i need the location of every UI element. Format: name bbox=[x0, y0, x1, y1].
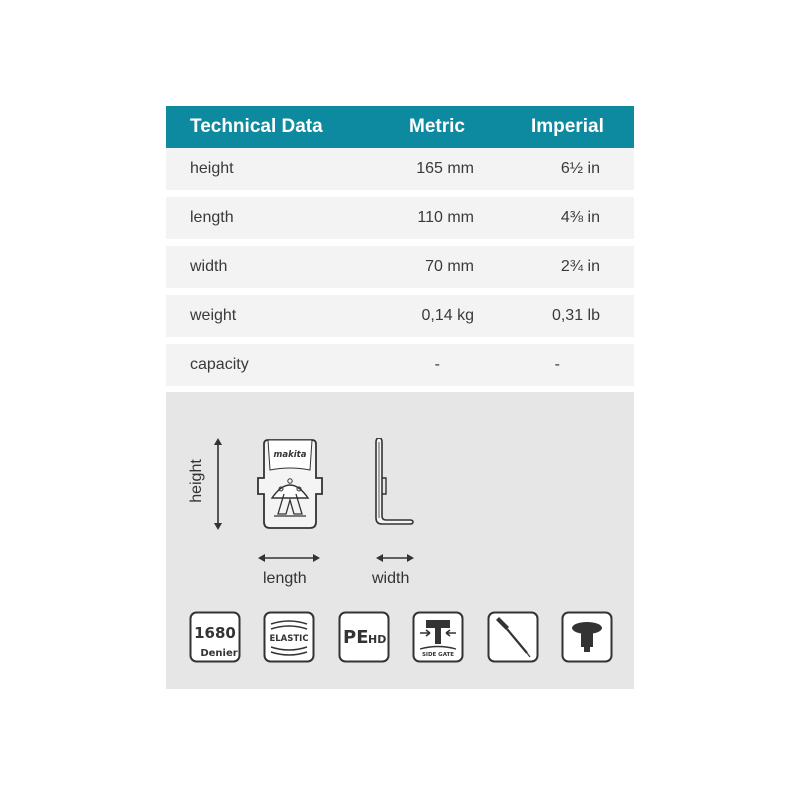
svg-text:HD: HD bbox=[368, 633, 387, 646]
width-label: width bbox=[372, 570, 410, 587]
header-metric: Metric bbox=[409, 116, 465, 137]
row-label: length bbox=[190, 209, 234, 226]
length-arrow-icon bbox=[258, 552, 320, 564]
denier-icon bbox=[189, 611, 241, 663]
width-arrow-icon bbox=[376, 552, 414, 564]
row-label: height bbox=[190, 160, 234, 177]
pehd-icon bbox=[338, 611, 390, 663]
svg-text:PE: PE bbox=[343, 627, 369, 648]
svg-text:Denier: Denier bbox=[200, 648, 238, 659]
dimension-diagram-panel bbox=[166, 392, 634, 689]
row-imperial-value: 0,31 lb bbox=[551, 307, 600, 324]
header-imperial: Imperial bbox=[531, 116, 604, 137]
row-label: width bbox=[190, 258, 228, 275]
row-label: weight bbox=[190, 307, 237, 324]
technical-data-card bbox=[166, 106, 634, 689]
mushroom-hook-icon bbox=[561, 611, 613, 663]
row-metric-value: 0,14 kg bbox=[421, 307, 474, 324]
side-gate-icon bbox=[412, 611, 464, 663]
screwdriver-icon bbox=[487, 611, 539, 663]
length-label: length bbox=[263, 570, 307, 587]
row-label: capacity bbox=[190, 356, 249, 373]
holder-side-view bbox=[370, 438, 414, 532]
row-metric-value: 70 mm bbox=[425, 258, 474, 275]
svg-text:SIDE GATE: SIDE GATE bbox=[421, 652, 455, 658]
header-technical-data: Technical Data bbox=[190, 116, 323, 137]
row-imperial-value: - bbox=[554, 356, 560, 373]
height-label: height bbox=[188, 459, 205, 503]
table-row bbox=[166, 344, 634, 386]
elastic-icon bbox=[263, 611, 315, 663]
row-imperial-value: 6½ in bbox=[560, 160, 600, 177]
table-row bbox=[166, 148, 634, 190]
row-imperial-value: 4⅜ in bbox=[560, 209, 600, 226]
row-imperial-value: 2¾ in bbox=[560, 258, 600, 275]
row-metric-value: 165 mm bbox=[416, 160, 474, 177]
table-header bbox=[166, 106, 634, 148]
table-row bbox=[166, 246, 634, 288]
table-row bbox=[166, 197, 634, 239]
row-metric-value: - bbox=[434, 356, 440, 373]
table-row bbox=[166, 295, 634, 337]
svg-text:ELASTIC: ELASTIC bbox=[269, 634, 309, 644]
row-metric-value: 110 mm bbox=[417, 209, 474, 226]
svg-text:1680: 1680 bbox=[194, 624, 236, 642]
brand-logo: makita bbox=[273, 450, 307, 460]
height-arrow-icon bbox=[210, 438, 226, 530]
holder-front-view bbox=[254, 436, 326, 532]
